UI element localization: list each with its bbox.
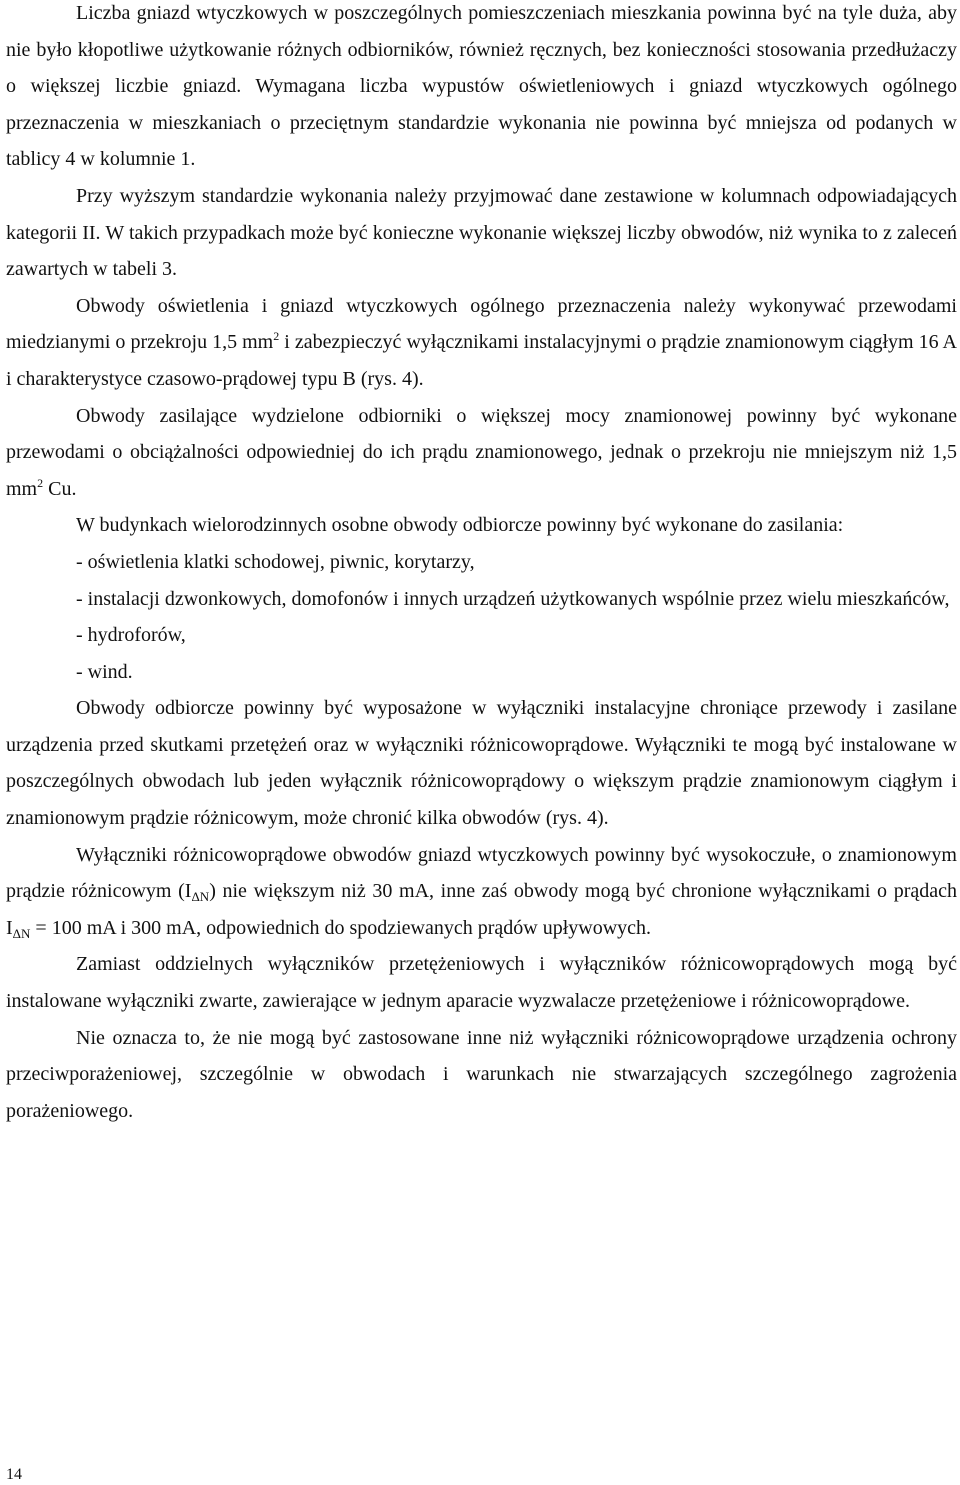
paragraph-rcd [6, 837, 957, 947]
subscript-delta-n: ΔN [191, 889, 210, 905]
list-item: - instalacji dzwonkowych, domofonów i innych urządzeń użytkowanych wspólnie przez wielu mieszkańców, [76, 587, 950, 610]
paragraph-rcd-text-c: = 100 mA i 300 mA, odpowiednich do spodziewanych prądów upływowych. [30, 916, 652, 939]
paragraph-lighting-circuits-text-a: Obwody oświetlenia i gniazd wtyczkowych ogólnego przeznaczenia należy wykonywać przewodami miedzianymi o przekroju 1,5 mm [6, 294, 957, 354]
paragraph-supply-circuits [6, 398, 957, 508]
superscript-2: 2 [273, 329, 280, 344]
paragraph-other-protection: Nie oznacza to, że nie mogą być zastosowane inne niż wyłączniki różnicowoprądowe urządzenia ochrony przeciwporażeniowej, szczególnie w obwodach i warunkach nie stwarzających szczególnego zagrożenia porażeniowego. [6, 1026, 957, 1122]
paragraph-multifamily: W budynkach wielorodzinnych osobne obwody odbiorcze powinny być wykonane do zasilania: [76, 514, 844, 537]
paragraph-circuit-breakers: Obwody odbiorcze powinny być wyposażone w wyłączniki instalacyjne chroniące przewody i zasilane urządzenia przed skutkami przetężeń oraz w wyłączniki różnicowoprądowe. Wyłączniki te mogą być instalowane w poszczególnych obwodach lub jeden wyłącznik różnicowoprądowy o większym prądzie znamionowym ciągłym i znamionowym prądzie różnicowym, może chronić kilka obwodów (rys. 4). [6, 697, 957, 830]
paragraph-rcd-text-b: ) nie większym niż 30 mA, inne zaś obwody mogą być chronione wyłącznikami o prądach I [6, 880, 957, 939]
paragraph-supply-circuits-text-b: Cu. [43, 477, 77, 500]
paragraph-combined-breakers: Zamiast oddzielnych wyłączników przetężeniowych i wyłączników różnicowoprądowych mogą być instalowane wyłączniki zwarte, zawierające w jednym aparacie wyzwalacze przetężeniowe i różnicowoprądowe. [6, 953, 957, 1013]
document-page [6, 0, 957, 1129]
paragraph-lighting-circuits-text-b: i zabezpieczyć wyłącznikami instalacyjnymi o prądzie znamionowym ciągłym 16 A i charakterystyce czasowo-prądowej typu B (rys. 4). [6, 331, 957, 390]
list-item: - wind. [76, 660, 133, 683]
paragraph-lighting-circuits [6, 288, 957, 398]
list-item: - hydroforów, [76, 624, 186, 647]
subscript-delta-n: ΔN [12, 925, 31, 941]
superscript-2: 2 [37, 475, 44, 490]
paragraph-rcd-text-a: Wyłączniki różnicowoprądowe obwodów gniazd wtyczkowych powinny być wysokoczułe, o znamionowym prądzie różnicowym (I [6, 843, 957, 903]
page-number: 14 [6, 1466, 22, 1483]
list-item: - oświetlenia klatki schodowej, piwnic, korytarzy, [76, 550, 475, 573]
paragraph-higher-standard: Przy wyższym standardzie wykonania należy przyjmować dane zestawione w kolumnach odpowiadających kategorii II. W takich przypadkach może być konieczne wykonanie większej liczby obwodów, niż wynika to z zaleceń zawartych w tabeli 3. [6, 184, 957, 281]
paragraph-socket-count: Liczba gniazd wtyczkowych w poszczególnych pomieszczeniach mieszkania powinna być na tyle duża, aby nie było kłopotliwe użytkowanie różnych odbiorników, również ręcznych, bez konieczności stosowania przedłużaczy o większej liczbie gniazd. Wymagana liczba wypustów oświetleniowych i gniazd wtyczkowych ogólnego przeznaczenia w mieszkaniach o przeciętnym standardzie wykonania nie powinna być mniejsza od podanych w tablicy 4 w kolumnie 1. [6, 2, 957, 171]
paragraph-supply-circuits-text-a: Obwody zasilające wydzielone odbiorniki o większej mocy znamionowej powinny być wykonane przewodami o obciążalności odpowiedniej do ich prądu znamionowego, jednak o przekroju nie mniejszym niż 1,5 mm [6, 404, 957, 500]
